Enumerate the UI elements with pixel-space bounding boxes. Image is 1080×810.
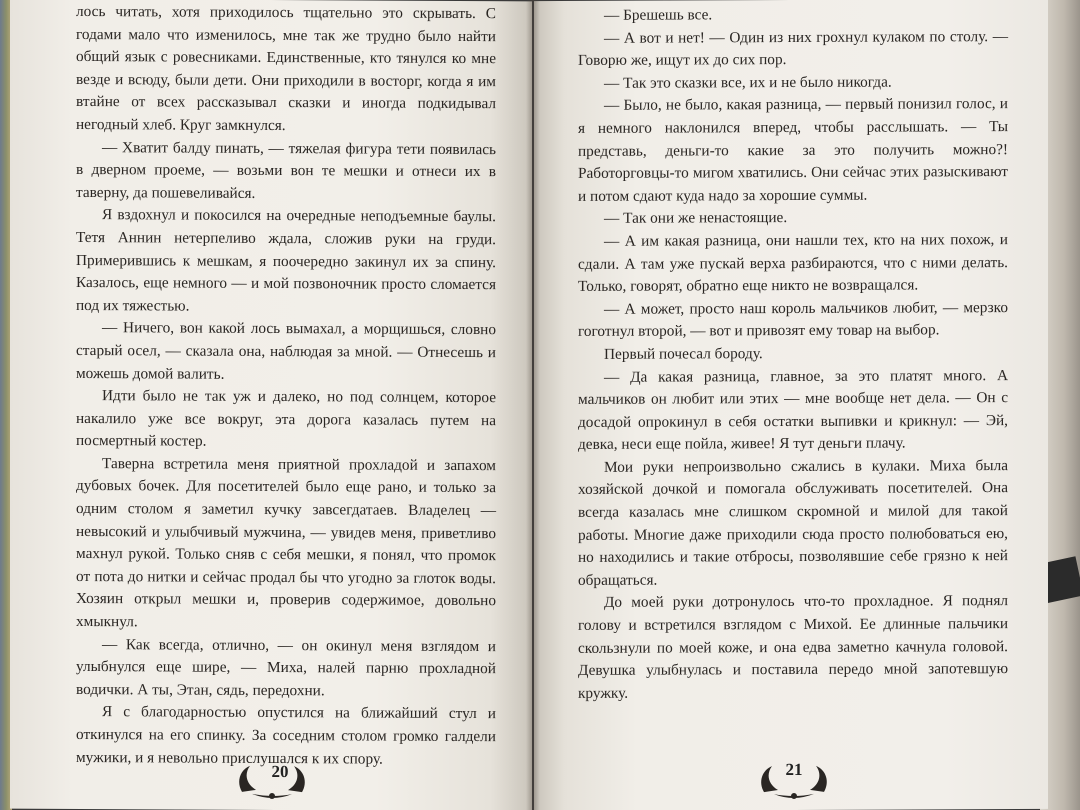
page-number: 21 <box>785 759 803 780</box>
paragraph: — Да какая разница, главное, за это платят много. А мальчиков он любит или этих — мне вообще нет дела. — Он с досадой опрокинул в себя остатки выпивки и крикнул: — Эй, девка, неси еще пойла, живее! Я тут деньги плачу. <box>578 366 1008 454</box>
book-gutter <box>526 0 540 810</box>
paragraph: Я вздохнул и покосился на очередные неподъемные баулы. Тетя Аннин нетерпеливо ждала, сложив руки на груди. Примерившись к мешкам, я поочередно закинул их за спину. Казалось, еще немного — и мой позвоночник просто сломается под их тяжестью. <box>76 206 496 315</box>
paragraph: — Так это сказки все, их и не было никогда. <box>604 73 892 92</box>
paragraph: — Так они же ненастоящие. <box>604 209 788 228</box>
paragraph: Первый почесал бороду. <box>604 345 763 363</box>
paragraph: — А им какая разница, они нашли тех, кто на них похож, и сдали. А там уже пускай верха разбираются, что с ними делать. Только, говорят, обратно еще никто не возвращался. <box>578 230 1008 296</box>
paragraph: — Было, не было, какая разница, — первый понизил голос, и я немного наклонился вперед, чтобы расслышать. — Ты представь, деньги-то какие за это получить можно?! Работорговцы-то мигом хватились. Они сейчас этих разыскивают и потом сдают куда надо за хорошие суммы. <box>578 95 1008 205</box>
left-page-text <box>76 1 496 771</box>
paragraph: — Брешешь все. <box>604 6 713 24</box>
paragraph: Таверна встретила меня приятной прохладой и запахом дубовых бочек. Для посетителей было еще рано, и только за одним столом я заметил кучку завсегдатаев. Владелец — невысокий и улыбчивый мужчина, — увидев меня, приветливо махнул рукой. Только сняв с себя мешки, я понял, что промок от пота до нитки и сейчас продал бы что угодно за глоток воды. Хозяин открыл мешки и, проверив содержимое, довольно хмыкнул. <box>76 454 496 631</box>
page-number: 20 <box>271 762 289 782</box>
paragraph: Мои руки непроизвольно сжались в кулаки. Миха была хозяйской дочкой и помогала обслуживать посетителей. Она всегда казалась мне слишком скромной и милой для такой работы. Многие даже приходили сюда просто полюбоваться ею, но находились и такие отбросы, позволявшие себе грязно к ней обращаться. <box>578 456 1008 589</box>
paragraph: До моей руки дотронулось что-то прохладное. Я поднял голову и встретился взглядом с Михой. Ее длинные пальчики скользнули по моей коже, и она едва заметно качнула головой. Девушка улыбнулась и поставила передо мной запотевшую кружку. <box>578 592 1008 702</box>
paragraph: — А может, просто наш король мальчиков любит, — мерзко гоготнул второй, — вот и привозят ему товар на выбор. <box>578 298 1008 341</box>
paragraph: Идти было не так уж и далеко, но под солнцем, которое накалило уже все вокруг, эта дорога казалась путем на посмертный костер. <box>76 387 496 450</box>
right-page <box>534 0 1048 810</box>
paragraph: Я с благодарностью опустился на ближайший стул и откинулся на его спинку. За соседним столом громко галдели мужики, и я невольно прислушался к их спору. <box>76 703 496 768</box>
paragraph: лось читать, хотя приходилось тщательно это скрывать. С годами мало что изменилось, мне так же трудно было найти общий язык с ровесниками. Единственные, кто тянулся ко мне везде и всюду, были дети. Они приходили в восторг, когда я им втайне от всех рассказывал сказки и иногда подкидывал негодный хлеб. Круг замкнулся. <box>76 2 496 135</box>
paragraph: — Как всегда, отлично, — он окинул меня взглядом и улыбнулся еще шире, — Миха, налей парню прохладной водички. А ты, Этан, сядь, передохни. <box>76 635 496 700</box>
left-page <box>10 0 532 810</box>
paragraph: — Ничего, вон какой лось вымахал, а морщишься, словно старый осел, — сказала она, наблюдая за мной. — Отнесешь и можешь домой валить. <box>76 319 496 383</box>
right-page-text <box>578 3 1008 705</box>
paragraph: — А вот и нет! — Один из них грохнул кулаком по столу. — Говорю же, ищут их до сих пор. <box>578 27 1008 70</box>
paragraph: — Хватит балду пинать, — тяжелая фигура тети появилась в дверном проеме, — возьми вон те мешки и отнеси их в таверну, да пошевеливайся. <box>76 138 496 202</box>
